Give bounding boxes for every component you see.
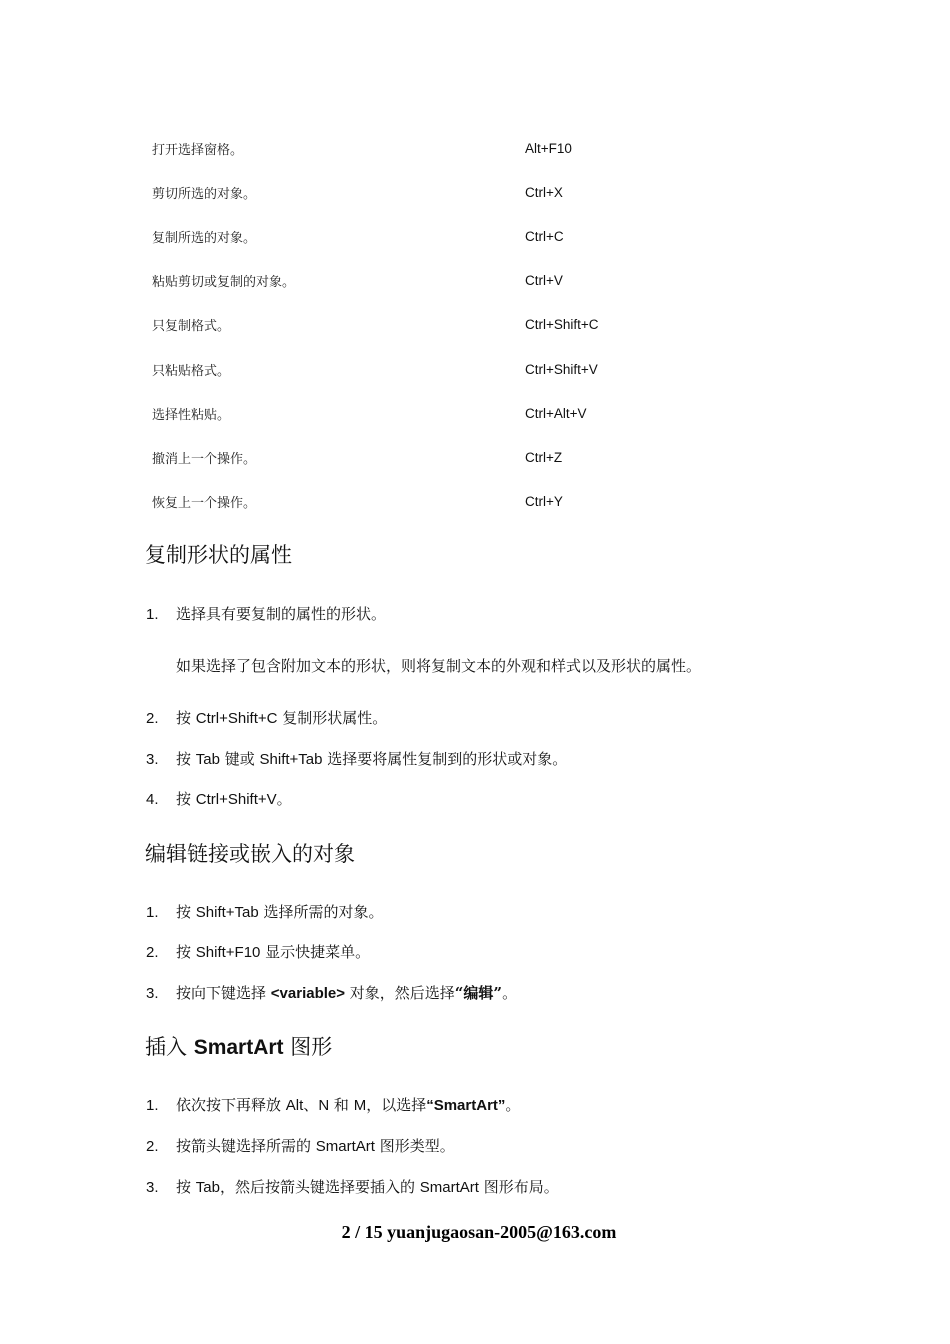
step-text xyxy=(176,1094,520,1115)
quoted-command: “SmartArt” xyxy=(426,1097,506,1114)
shortcut-action: 只复制格式。 xyxy=(152,319,231,335)
step-number: 2. xyxy=(146,944,159,961)
list-item xyxy=(146,603,386,624)
step-text-post: 。 xyxy=(502,984,518,1002)
shortcut-action: 选择性粘贴。 xyxy=(152,407,231,423)
shortcut-keys: N xyxy=(318,1097,330,1114)
step-text-pre: 按 xyxy=(176,1178,196,1196)
shortcut-keys: Ctrl+X xyxy=(525,184,563,200)
step-text xyxy=(176,707,387,728)
step-text-pre: 按 xyxy=(176,790,196,808)
shortcut-row xyxy=(152,303,852,347)
step-text-post: 图形布局。 xyxy=(478,1178,559,1196)
shortcut-keys: Shift+Tab xyxy=(195,904,259,921)
step-text-mid: ，然后按箭头键选择要插入的 xyxy=(219,1178,420,1196)
step-text xyxy=(176,982,517,1003)
heading-text-pre: 插入 xyxy=(145,1035,194,1059)
product-name: SmartArt xyxy=(315,1138,375,1155)
step-text-pre: 按向下键选择 xyxy=(176,984,271,1002)
shortcut-action: 只粘贴格式。 xyxy=(152,363,231,379)
shortcut-keys: Alt+F10 xyxy=(525,140,572,156)
section-heading-copy-properties: 复制形状的属性 xyxy=(145,543,292,567)
step-text xyxy=(176,941,370,962)
heading-text-post: 图形 xyxy=(283,1035,333,1059)
shortcut-keys: Shift+F10 xyxy=(195,944,261,961)
step-text xyxy=(176,748,567,769)
shortcut-keys: Ctrl+Shift+V xyxy=(195,791,277,808)
list-item xyxy=(146,748,567,769)
list-item xyxy=(146,1094,520,1115)
heading-text-latin: SmartArt xyxy=(193,1036,284,1059)
shortcut-keys: Alt xyxy=(285,1097,304,1114)
step-number: 3. xyxy=(146,985,159,1002)
shortcut-row xyxy=(152,259,852,303)
shortcut-keys: M xyxy=(353,1097,367,1114)
shortcut-row xyxy=(152,435,852,479)
list-item xyxy=(146,901,384,922)
step-text-pre: 按 xyxy=(176,750,196,768)
quoted-command: “编辑” xyxy=(454,984,503,1002)
step-text: 选择具有要复制的属性的形状。 xyxy=(176,605,387,623)
shortcut-row xyxy=(152,480,852,524)
shortcut-row xyxy=(152,214,852,258)
list-item xyxy=(146,788,292,809)
shortcut-keys: Ctrl+Shift+V xyxy=(525,361,598,377)
list-item xyxy=(146,707,387,728)
step-text-mid: 对象，然后选择 xyxy=(345,984,455,1002)
step-number: 4. xyxy=(146,791,159,808)
step-number: 3. xyxy=(146,1179,159,1196)
step-text-post: 。 xyxy=(276,790,292,808)
variable-placeholder: <variable> xyxy=(270,985,346,1002)
step-text-sep: 、 xyxy=(303,1096,319,1114)
step-number: 1. xyxy=(146,1097,159,1114)
step-text xyxy=(176,901,384,922)
shortcut-keys: Ctrl+Z xyxy=(525,449,563,465)
list-item xyxy=(146,1176,559,1197)
step-text-post: 选择所需的对象。 xyxy=(258,903,384,921)
shortcut-action: 打开选择窗格。 xyxy=(152,142,244,158)
shortcut-keys: Tab xyxy=(195,1179,220,1196)
step-text-mid: 和 xyxy=(329,1096,354,1114)
shortcut-row xyxy=(152,391,852,435)
list-item xyxy=(146,1135,455,1156)
step-number: 1. xyxy=(146,606,159,623)
step-text-pre: 依次按下再释放 xyxy=(176,1096,286,1114)
step-text-pre: 按 xyxy=(176,943,196,961)
step-text xyxy=(176,788,292,809)
step-number: 2. xyxy=(146,710,159,727)
shortcut-table xyxy=(152,126,852,524)
step-number: 1. xyxy=(146,904,159,921)
step-text-pre: 按 xyxy=(176,709,196,727)
step-text-mid2: ，以选择 xyxy=(366,1096,427,1114)
page-footer: 2 / 15 yuanjugaosan-2005@163.com xyxy=(341,1222,617,1242)
step-text-pre: 按 xyxy=(176,903,196,921)
step-text-post: 复制形状属性。 xyxy=(277,709,388,727)
shortcut-keys: Ctrl+Shift+C xyxy=(195,710,278,727)
shortcut-keys: Ctrl+V xyxy=(525,273,563,289)
shortcut-keys: Shift+Tab xyxy=(259,751,323,768)
step-text xyxy=(176,1135,455,1156)
shortcut-row xyxy=(152,347,852,391)
shortcut-keys: Tab xyxy=(195,751,220,768)
step-text-mid: 键或 xyxy=(219,750,260,768)
shortcut-action: 撤消上一个操作。 xyxy=(152,451,257,467)
section-heading-edit-object: 编辑链接或嵌入的对象 xyxy=(145,842,355,866)
shortcut-keys: Ctrl+C xyxy=(525,228,564,244)
shortcut-keys: Ctrl+Y xyxy=(525,494,563,510)
shortcut-action: 剪切所选的对象。 xyxy=(152,186,257,202)
shortcut-row xyxy=(152,170,852,214)
step-text-post: 选择要将属性复制到的形状或对象。 xyxy=(322,750,568,768)
shortcut-action: 恢复上一个操作。 xyxy=(152,496,257,512)
step-text-post: 显示快捷菜单。 xyxy=(260,943,371,961)
step-number: 2. xyxy=(146,1138,159,1155)
shortcut-action: 粘贴剪切或复制的对象。 xyxy=(152,275,296,291)
step-number: 3. xyxy=(146,751,159,768)
step-text-post: 。 xyxy=(505,1096,521,1114)
step-text-pre: 按箭头键选择所需的 xyxy=(176,1137,316,1155)
shortcut-row xyxy=(152,126,852,170)
step-text-post: 图形类型。 xyxy=(374,1137,455,1155)
shortcut-keys: Ctrl+Alt+V xyxy=(525,405,587,421)
step-text xyxy=(176,1176,559,1197)
list-item xyxy=(146,941,370,962)
shortcut-action: 复制所选的对象。 xyxy=(152,230,257,246)
step-note: 如果选择了包含附加文本的形状，则将复制文本的外观和样式以及形状的属性。 xyxy=(176,657,702,675)
list-item xyxy=(146,982,517,1003)
product-name: SmartArt xyxy=(419,1179,479,1196)
shortcut-keys: Ctrl+Shift+C xyxy=(525,317,599,333)
section-heading-insert-smartart xyxy=(145,1031,332,1061)
